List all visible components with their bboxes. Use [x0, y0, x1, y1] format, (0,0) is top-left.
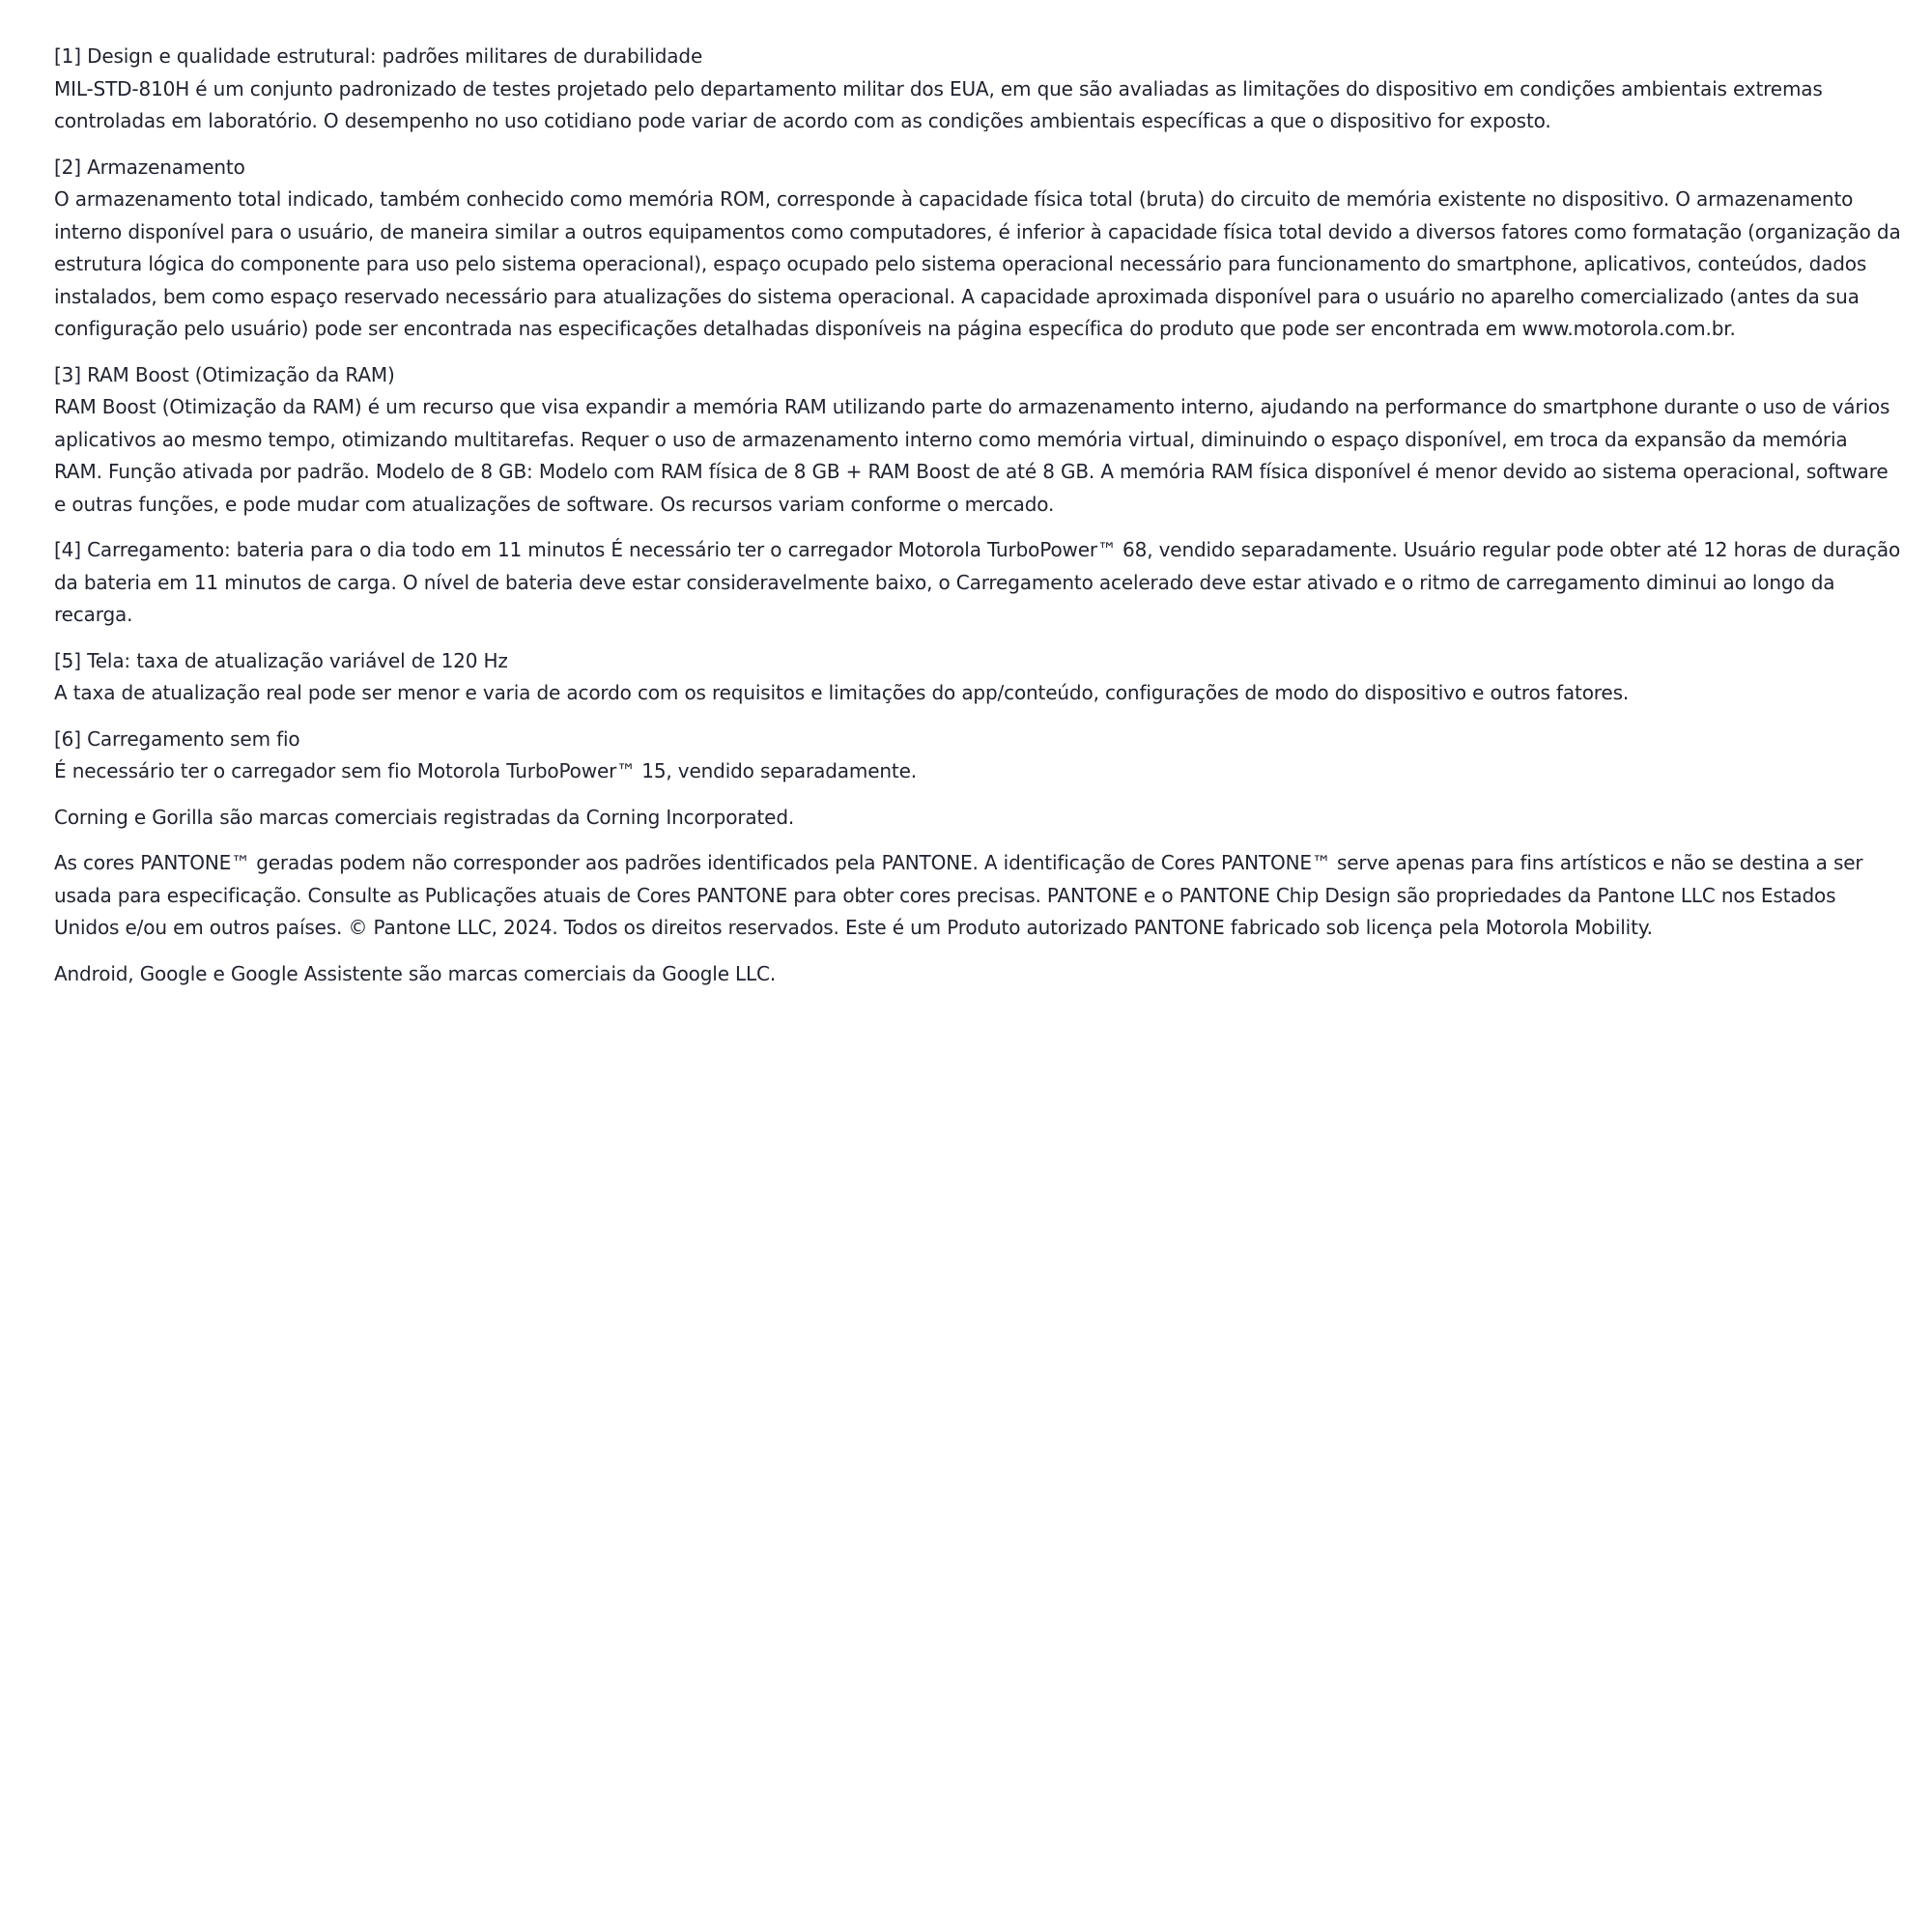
footnote-title: [5] Tela: taxa de atualização variável de 120 Hz	[54, 648, 508, 672]
footnote-body: RAM Boost (Otimização da RAM) é um recurso que visa expandir a memória RAM utilizando parte do armazenamento interno, ajudando na performance do smartphone durante o uso de vários aplicativos ao mesmo tempo, otimizando multitarefas. Requer o uso de armazenamento interno como memória virtual, diminuindo o espaço disponível, em troca da expansão da memória RAM. Função ativada por padrão. Modelo de 8 GB: Modelo com RAM física de 8 GB + RAM Boost de até 8 GB. A memória RAM física disponível é menor devido ao sistema operacional, software e outras funções, e pode mudar com atualizações de software. Os recursos variam conforme o mercado.	[54, 395, 1890, 516]
trademark-google: Android, Google e Google Assistente são marcas comerciais da Google LLC.	[54, 961, 777, 985]
footnote-charging: [4] Carregamento: bateria para o dia todo em 11 minutos É necessário ter o carregador Motorola TurboPower™ 68, vendido separadamente. Usuário regular pode obter até 12 horas de duração da bateria em 11 minutos de carga. O nível de bateria deve estar consideravelmente baixo, o Carregamento acelerado deve estar ativado e o ritmo de carregamento diminui ao longo da recarga.	[54, 538, 1901, 626]
footnote-title: [6] Carregamento sem fio	[54, 726, 300, 751]
footnote-title: [3] RAM Boost (Otimização da RAM)	[54, 362, 395, 386]
footnote-title: [1] Design e qualidade estrutural: padrões militares de durabilidade	[54, 44, 703, 68]
footnote-refresh-rate	[54, 645, 1901, 710]
footnote-storage	[54, 152, 1901, 346]
footnote-body: A taxa de atualização real pode ser menor e varia de acordo com os requisitos e limitações do app/conteúdo, configurações de modo do dispositivo e outros fatores.	[54, 681, 1630, 704]
footnote-ram-boost	[54, 359, 1901, 522]
footnote-body: MIL-STD-810H é um conjunto padronizado de testes projetado pelo departamento militar dos EUA, em que são avaliadas as limitações do dispositivo em condições ambientais extremas controladas em laboratório. O desempenho no uso cotidiano pode variar de acordo com as condições ambientais específicas a que o dispositivo for exposto.	[54, 76, 1823, 132]
footnote-body: É necessário ter o carregador sem fio Motorola TurboPower™ 15, vendido separadamente.	[54, 759, 917, 782]
footnote-durability	[54, 41, 1901, 138]
trademark-corning: Corning e Gorilla são marcas comerciais registradas da Corning Incorporated.	[54, 805, 795, 829]
footnote-body: O armazenamento total indicado, também conhecido como memória ROM, corresponde à capacidade física total (bruta) do circuito de memória existente no dispositivo. O armazenamento interno disponível para o usuário, de maneira similar a outros equipamentos como computadores, é inferior à capacidade física total devido a diversos fatores como formatação (organização da estrutura lógica do componente para uso pelo sistema operacional), espaço ocupado pelo sistema operacional necessário para funcionamento do smartphone, aplicativos, conteúdos, dados instalados, bem como espaço reservado necessário para atualizações do sistema operacional. A capacidade aproximada disponível para o usuário no aparelho comercializado (antes da sua configuração pelo usuário) pode ser encontrada nas especificações detalhadas disponíveis na página específica do produto que pode ser encontrada em www.motorola.com.br.	[54, 187, 1901, 340]
trademark-pantone: As cores PANTONE™ geradas podem não corresponder aos padrões identificados pela PANTONE. A identificação de Cores PANTONE™ serve apenas para fins artísticos e não se destina a ser usada para especificação. Consulte as Publicações atuais de Cores PANTONE para obter cores precisas. PANTONE e o PANTONE Chip Design são propriedades da Pantone LLC nos Estados Unidos e/ou em outros países. © Pantone LLC, 2024. Todos os direitos reservados. Este é um Produto autorizado PANTONE fabricado sob licença pela Motorola Mobility.	[54, 851, 1863, 939]
footnote-wireless-charging	[54, 724, 1901, 788]
disclaimer-section	[54, 41, 1901, 1004]
footnote-title: [2] Armazenamento	[54, 155, 245, 179]
